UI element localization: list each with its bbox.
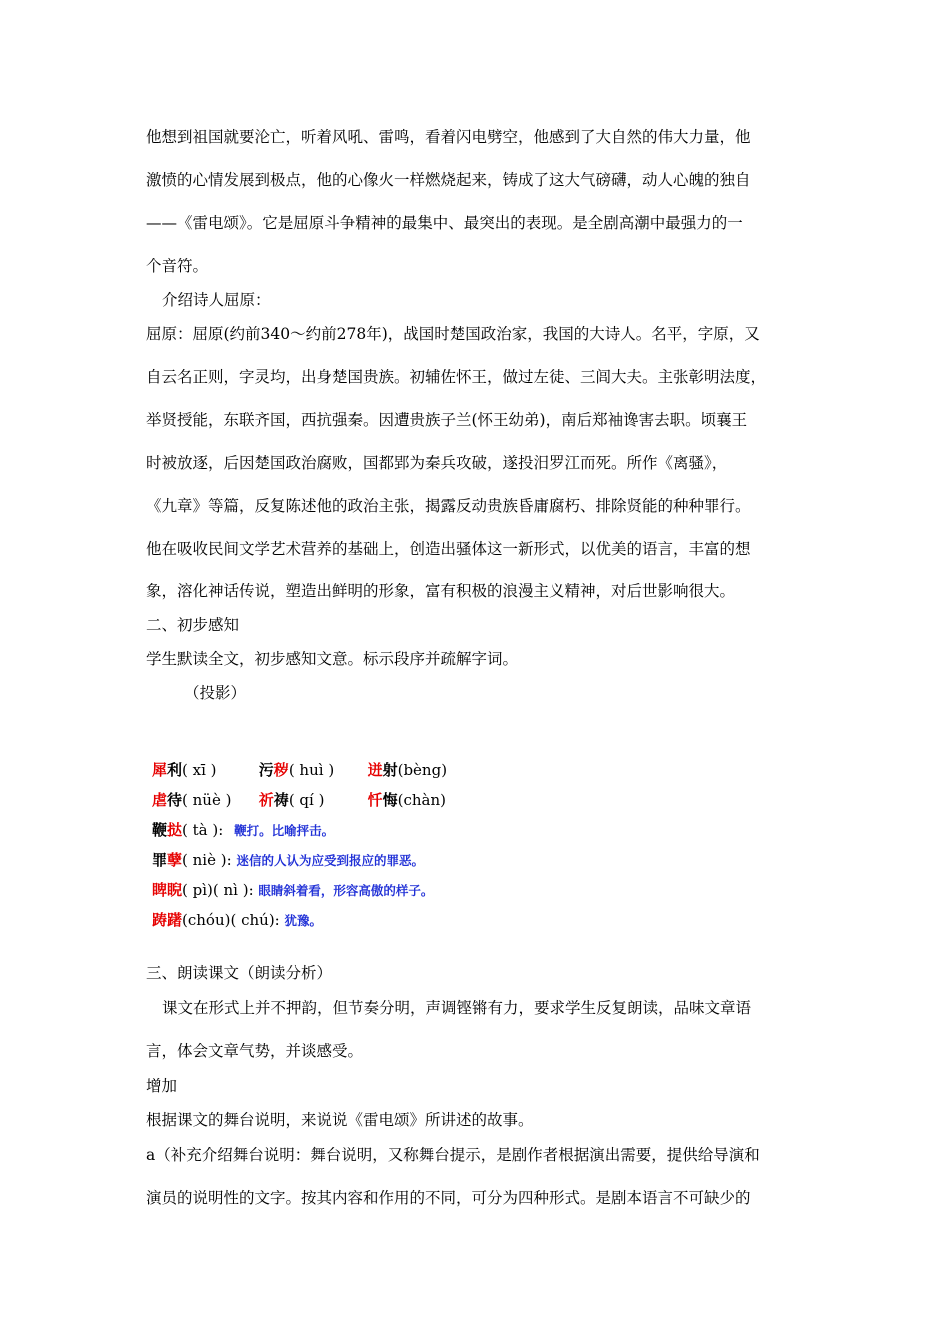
vocab-def-3: 睥睨( pì)( nì ): 眼睛斜着看，形容高傲的样子。 <box>152 881 434 899</box>
vocab-definition: 眼睛斜着看，形容高傲的样子。 <box>258 883 434 898</box>
vocab-row-2 <box>152 790 446 810</box>
section2-text: 学生默读全文，初步感知文意。标示段序并疏解字词。 <box>146 650 519 668</box>
para2-line-3: 举贤授能，东联齐国，西抗强秦。因遭贵族子兰(怀王幼弟)，南后郑袖谗害去职。顷襄王 <box>146 411 748 429</box>
vocab-item: 祈祷( qí ) <box>258 791 325 809</box>
vocab-definition: 犹豫。 <box>284 913 323 928</box>
section3-line-1: 课文在形式上并不押韵，但节奏分明，声调铿锵有力，要求学生反复朗读，品味文章语 <box>162 999 752 1017</box>
section3-heading: 三、朗读课文（朗读分析） <box>146 964 333 982</box>
vocab-item: 忏悔(chàn) <box>367 791 446 809</box>
supplement-line-2: 演员的说明性的文字。按其内容和作用的不同，可分为四种形式。是剧本语言不可缺少的 <box>146 1189 751 1207</box>
vocab-definition: 迷信的人认为应受到报应的罪恶。 <box>236 853 424 868</box>
vocab-def-4: 踌躇(chóu)( chú): 犹豫。 <box>152 911 323 929</box>
section3-line-2: 言，体会文章气势，并谈感受。 <box>146 1042 364 1060</box>
vocab-def-1: 鞭挞( tà ): 鞭打。比喻抨击。 <box>152 821 335 839</box>
vocab-item: 迸射(bèng) <box>367 761 448 779</box>
vocab-definition: 鞭打。比喻抨击。 <box>234 823 335 838</box>
para1-line-4: 个音符。 <box>146 257 209 275</box>
section2-heading: 二、初步感知 <box>146 616 240 634</box>
projection-note: （投影） <box>184 684 247 702</box>
supplement-line-1: a（补充介绍舞台说明：舞台说明，又称舞台提示，是剧作者根据演出需要，提供给导演和 <box>146 1146 760 1164</box>
para2-line-4: 时被放逐，后因楚国政治腐败，国都郢为秦兵攻破，遂投汨罗江而死。所作《离骚》， <box>146 454 728 472</box>
para1-line-2: 激愤的心情发展到极点，他的心像火一样燃烧起来，铸成了这大气磅礴，动人心魄的独自 <box>146 171 751 189</box>
para2-line-1: 屈原：屈原(约前340～约前278年)，战国时楚国政治家，我国的大诗人。名平，字原，又 <box>146 325 760 343</box>
para2-line-6: 他在吸收民间文学艺术营养的基础上，创造出骚体这一新形式，以优美的语言，丰富的想 <box>146 540 751 558</box>
add-text: 根据课文的舞台说明，来说说《雷电颂》所讲述的故事。 <box>146 1111 534 1129</box>
vocab-def-2: 罪孽( niè ): 迷信的人认为应受到报应的罪恶。 <box>152 851 424 869</box>
vocab-item: 污秽( huì ) <box>258 761 335 779</box>
vocab-item: 虐待( nüè ) <box>152 791 232 809</box>
para1-line-1: 他想到祖国就要沦亡，听着风吼、雷鸣，看着闪电劈空，他感到了大自然的伟大力量，他 <box>146 128 751 146</box>
para2-line-2: 自云名正则，字灵均，出身楚国贵族。初辅佐怀王，做过左徒、三闾大夫。主张彰明法度， <box>146 368 767 386</box>
intro-heading: 介绍诗人屈原： <box>162 291 271 309</box>
para1-line-3: ——《雷电颂》。它是屈原斗争精神的最集中、最突出的表现。是全剧高潮中最强力的一 <box>146 214 743 232</box>
vocab-row-1 <box>152 760 447 780</box>
vocab-item: 犀利( xī ) <box>152 761 217 779</box>
para2-line-5: 《九章》等篇，反复陈述他的政治主张，揭露反动贵族昏庸腐朽、排除贤能的种种罪行。 <box>146 497 751 515</box>
add-heading: 增加 <box>146 1077 178 1095</box>
para2-line-7: 象，溶化神话传说，塑造出鲜明的形象，富有积极的浪漫主义精神，对后世影响很大。 <box>146 582 736 600</box>
